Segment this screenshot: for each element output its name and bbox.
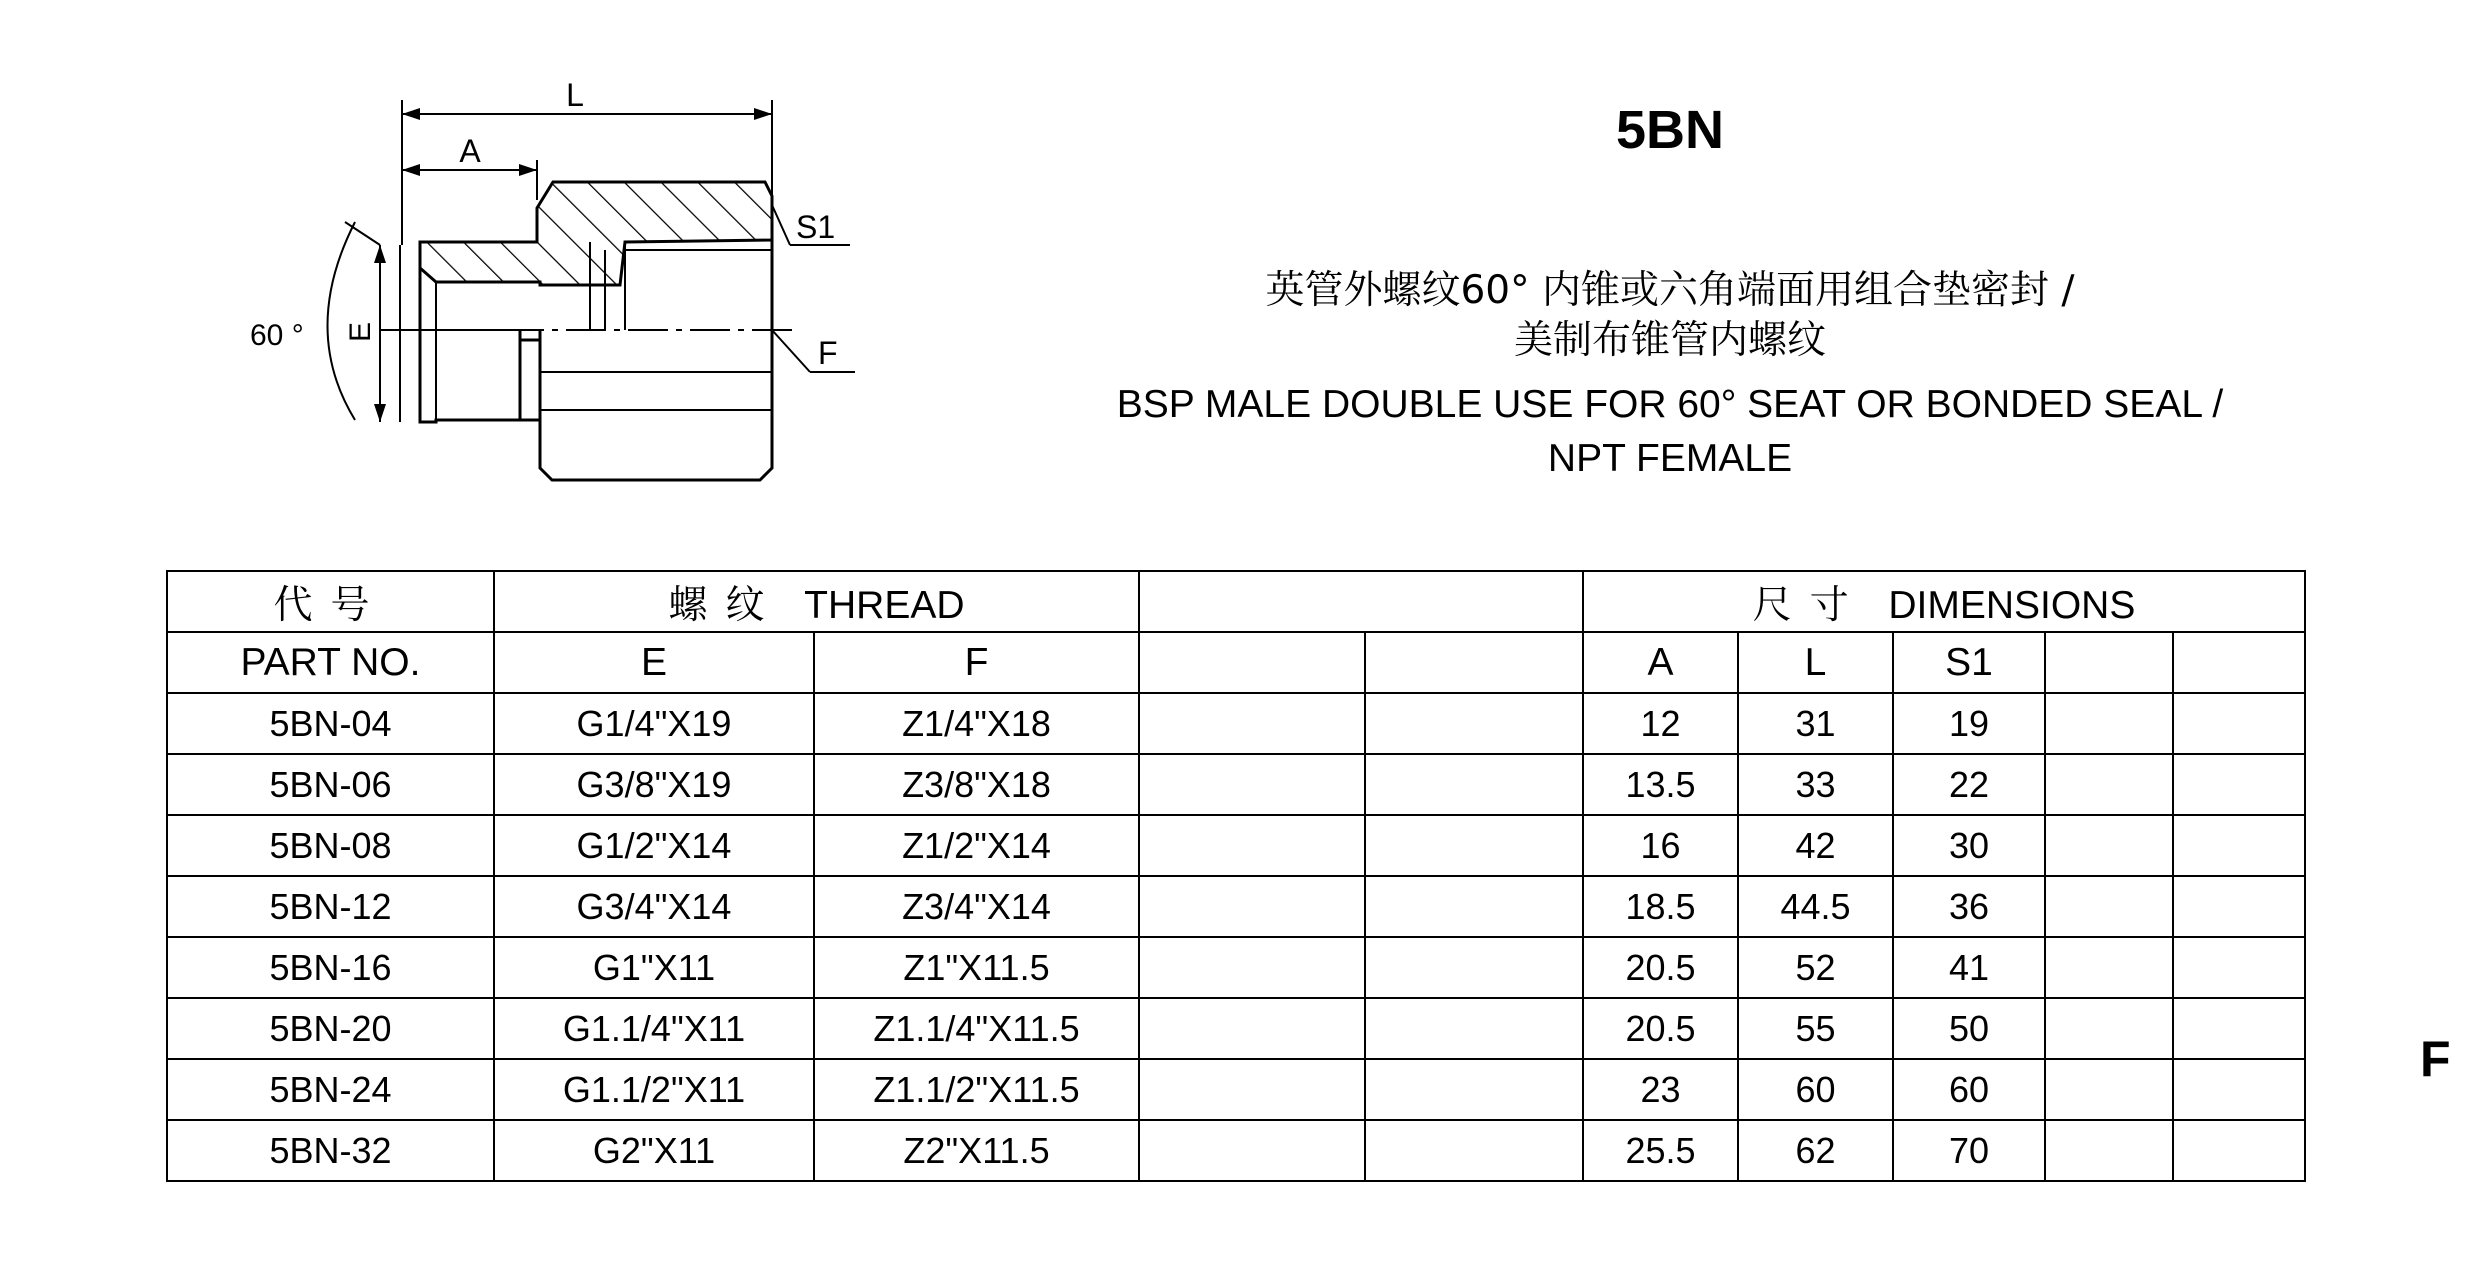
cell-part: 5BN-06 <box>167 754 494 815</box>
cell-E: G1.1/2"X11 <box>494 1059 814 1120</box>
header-thread-cn: 螺纹 <box>668 582 783 628</box>
cell-S1: 70 <box>1893 1120 2045 1181</box>
cell-empty <box>1365 1120 1583 1181</box>
cell-S1: 36 <box>1893 876 2045 937</box>
description-en-line1: BSP MALE DOUBLE USE FOR 60° SEAT OR BONDED SEAL / <box>1116 383 2224 426</box>
cell-S1: 60 <box>1893 1059 2045 1120</box>
cell-empty <box>2045 815 2173 876</box>
cell-empty <box>1139 876 1365 937</box>
table-row <box>167 693 2305 754</box>
table-row <box>167 876 2305 937</box>
header-blank <box>1139 571 1583 632</box>
cell-part: 5BN-08 <box>167 815 494 876</box>
cell-empty <box>1365 693 1583 754</box>
cell-empty <box>2045 754 2173 815</box>
cell-S1: 30 <box>1893 815 2045 876</box>
cell-empty <box>1139 1120 1365 1181</box>
header-col-E: E <box>494 632 814 693</box>
cell-L: 60 <box>1738 1059 1893 1120</box>
cell-empty <box>2173 754 2305 815</box>
cell-empty <box>2045 1059 2173 1120</box>
cell-F: Z1.1/2"X11.5 <box>814 1059 1139 1120</box>
cell-empty <box>2173 693 2305 754</box>
cell-E: G1/2"X14 <box>494 815 814 876</box>
angle-label: 60 ° <box>250 319 304 352</box>
cell-part: 5BN-20 <box>167 998 494 1059</box>
cell-empty <box>2173 815 2305 876</box>
cell-part: 5BN-12 <box>167 876 494 937</box>
header-empty-1 <box>1139 632 1365 693</box>
cell-empty <box>1365 876 1583 937</box>
header-dims-en: DIMENSIONS <box>1888 583 2136 627</box>
description-cn-line2: 美制布锥管内螺纹 <box>1513 318 1826 363</box>
dimension-L-label: L <box>566 77 584 113</box>
table-row <box>167 998 2305 1059</box>
cell-empty <box>1139 815 1365 876</box>
table-row <box>167 1059 2305 1120</box>
cell-empty <box>2045 1120 2173 1181</box>
fitting-drawing <box>0 0 1000 520</box>
description-en-line2: NPT FEMALE <box>1547 437 1793 480</box>
table-row <box>167 937 2305 998</box>
cell-empty <box>1139 1059 1365 1120</box>
header-empty-3 <box>2045 632 2173 693</box>
cell-F: Z3/8"X18 <box>814 754 1139 815</box>
cell-F: Z1.1/4"X11.5 <box>814 998 1139 1059</box>
header-dims-cn: 尺寸 <box>1752 582 1867 628</box>
cell-F: Z1/4"X18 <box>814 693 1139 754</box>
cell-empty <box>2173 1120 2305 1181</box>
cell-E: G1"X11 <box>494 937 814 998</box>
header-col-S1: S1 <box>1893 632 2045 693</box>
cell-empty <box>2045 693 2173 754</box>
cell-S1: 50 <box>1893 998 2045 1059</box>
cell-empty <box>2045 937 2173 998</box>
cell-part: 5BN-24 <box>167 1059 494 1120</box>
cell-empty <box>2173 876 2305 937</box>
cell-empty <box>1139 998 1365 1059</box>
cell-E: G2"X11 <box>494 1120 814 1181</box>
cell-part: 5BN-32 <box>167 1120 494 1181</box>
cell-L: 44.5 <box>1738 876 1893 937</box>
header-part-cn: 代号 <box>167 571 494 632</box>
table-row <box>167 754 2305 815</box>
table-row <box>167 1120 2305 1181</box>
cell-S1: 22 <box>1893 754 2045 815</box>
cell-empty <box>1365 1059 1583 1120</box>
dimension-F-label: F <box>818 335 838 371</box>
description-cn-line1: 英管外螺纹60° 内锥或六角端面用组合垫密封 / <box>1265 268 2075 313</box>
cell-part: 5BN-04 <box>167 693 494 754</box>
cell-S1: 41 <box>1893 937 2045 998</box>
cell-L: 31 <box>1738 693 1893 754</box>
cell-part: 5BN-16 <box>167 937 494 998</box>
cell-empty <box>2173 998 2305 1059</box>
fitting-body <box>380 182 800 480</box>
cell-empty <box>1365 815 1583 876</box>
cell-A: 23 <box>1583 1059 1738 1120</box>
cell-S1: 19 <box>1893 693 2045 754</box>
cell-empty <box>2045 998 2173 1059</box>
cell-F: Z2"X11.5 <box>814 1120 1139 1181</box>
cell-L: 33 <box>1738 754 1893 815</box>
header-empty-4 <box>2173 632 2305 693</box>
dimension-A-label: A <box>459 133 481 169</box>
dimension-A <box>402 133 537 200</box>
header-thread <box>494 571 1139 632</box>
cell-L: 62 <box>1738 1120 1893 1181</box>
header-row-2 <box>167 632 2305 693</box>
header-empty-2 <box>1365 632 1583 693</box>
cell-E: G1/4"X19 <box>494 693 814 754</box>
header-col-L: L <box>1738 632 1893 693</box>
header-thread-en: THREAD <box>804 583 965 627</box>
dimension-S1-label: S1 <box>796 209 836 245</box>
cell-E: G3/4"X14 <box>494 876 814 937</box>
table-row <box>167 815 2305 876</box>
dimension-E <box>344 245 386 422</box>
cell-empty <box>2173 1059 2305 1120</box>
spec-table <box>166 570 2306 1182</box>
cell-E: G3/8"X19 <box>494 754 814 815</box>
cell-F: Z1/2"X14 <box>814 815 1139 876</box>
dimension-S1 <box>772 205 850 245</box>
cell-L: 55 <box>1738 998 1893 1059</box>
header-part-en: PART NO. <box>167 632 494 693</box>
cell-empty <box>2045 876 2173 937</box>
cell-F: Z3/4"X14 <box>814 876 1139 937</box>
dimension-F <box>772 330 855 372</box>
header-col-A: A <box>1583 632 1738 693</box>
cell-A: 13.5 <box>1583 754 1738 815</box>
cell-A: 16 <box>1583 815 1738 876</box>
cell-empty <box>1139 754 1365 815</box>
angle-60 <box>250 222 380 420</box>
cell-empty <box>1139 937 1365 998</box>
cell-empty <box>1139 693 1365 754</box>
dimension-E-label: E <box>344 321 377 343</box>
cell-A: 18.5 <box>1583 876 1738 937</box>
cell-empty <box>1365 998 1583 1059</box>
cell-A: 25.5 <box>1583 1120 1738 1181</box>
cell-A: 20.5 <box>1583 937 1738 998</box>
cell-empty <box>1365 937 1583 998</box>
header-dimensions <box>1583 571 2305 632</box>
header-row-1 <box>167 571 2305 632</box>
cell-L: 42 <box>1738 815 1893 876</box>
product-title: 5BN <box>1615 100 1725 160</box>
cell-empty <box>1365 754 1583 815</box>
cell-L: 52 <box>1738 937 1893 998</box>
cell-E: G1.1/4"X11 <box>494 998 814 1059</box>
cell-A: 20.5 <box>1583 998 1738 1059</box>
cell-F: Z1"X11.5 <box>814 937 1139 998</box>
section-letter: F <box>2420 1031 2451 1087</box>
cell-empty <box>2173 937 2305 998</box>
header-col-F: F <box>814 632 1139 693</box>
cell-A: 12 <box>1583 693 1738 754</box>
